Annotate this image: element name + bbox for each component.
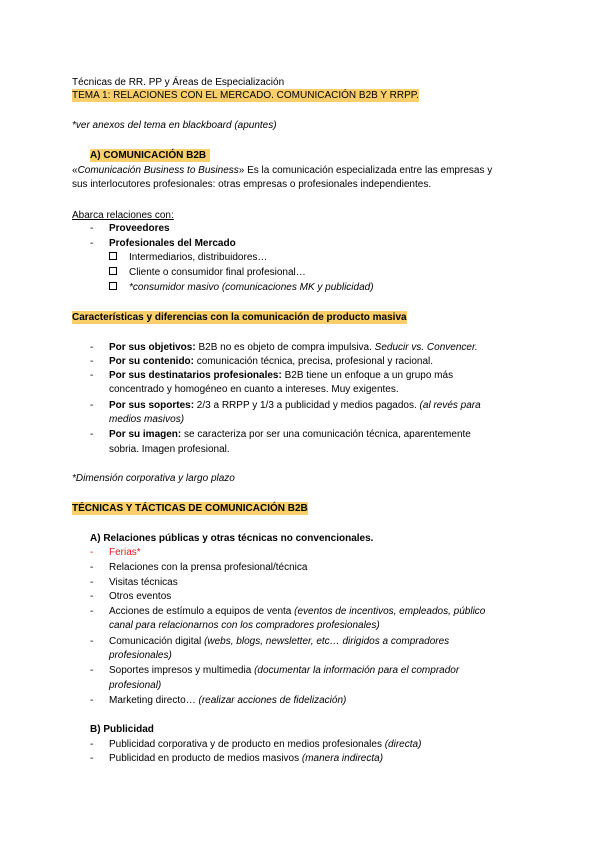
tactic-item: Comunicación digital (webs, blogs, newsletter, etc… dirigidos a compradores xyxy=(109,636,450,647)
sub-list-item: Intermediarios, distribuidores… xyxy=(109,251,267,264)
difference-item: Por sus objetivos: B2B no es objeto de compra impulsiva. Seducir vs. Convencer. xyxy=(109,342,478,353)
list-dash: - xyxy=(90,636,94,647)
tactic-item-cont: profesionales) xyxy=(109,650,172,661)
list-dash: - xyxy=(90,606,94,617)
tactic-item: Publicidad en producto de medios masivos (manera indirecta) xyxy=(109,753,384,764)
document-subject: Técnicas de RR. PP y Áreas de Especialización xyxy=(72,77,285,88)
tactic-item: Relaciones con la prensa profesional/técnica xyxy=(109,562,308,573)
b2b-definition-line1: «Comunicación Business to Business» Es la comunicación especializada entre las empresas y xyxy=(72,165,493,176)
tactics-heading: TÉCNICAS Y TÁCTICAS DE COMUNICACIÓN B2B xyxy=(72,503,308,514)
covers-item: Proveedores xyxy=(109,223,170,234)
list-dash: - xyxy=(90,342,94,353)
group-a-title: A) Relaciones públicas y otras técnicas no convencionales. xyxy=(90,533,374,544)
list-dash: - xyxy=(90,400,94,411)
differences-heading: Características y diferencias con la comunicación de producto masiva xyxy=(72,312,407,323)
tactic-item: Otros eventos xyxy=(109,591,172,602)
tactic-item: Ferias* xyxy=(109,547,141,558)
difference-item-cont: concentrado y homogéneo en cuanto a intereses. Muy exigentes. xyxy=(109,384,399,395)
sub-list-item: Cliente o consumidor final profesional… xyxy=(109,266,306,279)
difference-item: Por su imagen: se caracteriza por ser una comunicación técnica, aparentemente xyxy=(109,429,471,440)
list-dash: - xyxy=(90,591,94,602)
list-dash: - xyxy=(90,739,94,750)
list-dash: - xyxy=(90,370,94,381)
document-topic: TEMA 1: RELACIONES CON EL MERCADO. COMUNICACIÓN B2B Y RRPP. xyxy=(72,90,419,101)
list-dash: - xyxy=(90,547,94,558)
list-dash: - xyxy=(90,223,94,234)
annex-note: *ver anexos del tema en blackboard (apuntes) xyxy=(72,120,277,131)
differences-footnote: *Dimensión corporativa y largo plazo xyxy=(72,473,235,484)
list-dash: - xyxy=(90,562,94,573)
tactic-item: Soportes impresos y multimedia (documentar la información para el comprador xyxy=(109,665,460,676)
tactic-item-cont: canal para relacionarnos con los compradores profesionales) xyxy=(109,620,380,631)
tactic-item-cont: profesional) xyxy=(109,680,162,691)
tactic-item: Visitas técnicas xyxy=(109,577,178,588)
difference-item-cont: medios masivos) xyxy=(109,414,185,425)
section-b2b-heading: A) COMUNICACIÓN B2B xyxy=(90,149,210,162)
sub-list-item: *consumidor masivo (comunicaciones MK y publicidad) xyxy=(109,281,374,294)
difference-item: Por sus soportes: 2/3 a RRPP y 1/3 a publicidad y medios pagados. (al revés para xyxy=(109,400,481,411)
difference-item-cont: sobria. Imagen profesional. xyxy=(109,444,230,455)
list-dash: - xyxy=(90,753,94,764)
tactic-item: Acciones de estímulo a equipos de venta (eventos de incentivos, empleados, público xyxy=(109,606,486,617)
list-dash: - xyxy=(90,238,94,249)
checkbox-bullet-icon xyxy=(109,282,117,290)
covers-label: Abarca relaciones con: xyxy=(72,210,174,221)
b2b-definition-line2: sus interlocutores profesionales: otras empresas o profesionales independientes. xyxy=(72,179,432,190)
tactic-item: Marketing directo… (realizar acciones de fidelización) xyxy=(109,695,347,706)
list-dash: - xyxy=(90,356,94,367)
list-dash: - xyxy=(90,695,94,706)
group-b-title: B) Publicidad xyxy=(90,724,154,735)
list-dash: - xyxy=(90,429,94,440)
list-dash: - xyxy=(90,665,94,676)
covers-item: Profesionales del Mercado xyxy=(109,238,236,249)
difference-item: Por su contenido: comunicación técnica, precisa, profesional y racional. xyxy=(109,356,434,367)
tactic-item: Publicidad corporativa y de producto en medios profesionales (directa) xyxy=(109,739,422,750)
checkbox-bullet-icon xyxy=(109,267,117,275)
list-dash: - xyxy=(90,577,94,588)
difference-item: Por sus destinatarios profesionales: B2B tiene un enfoque a un grupo más xyxy=(109,370,454,381)
checkbox-bullet-icon xyxy=(109,252,117,260)
